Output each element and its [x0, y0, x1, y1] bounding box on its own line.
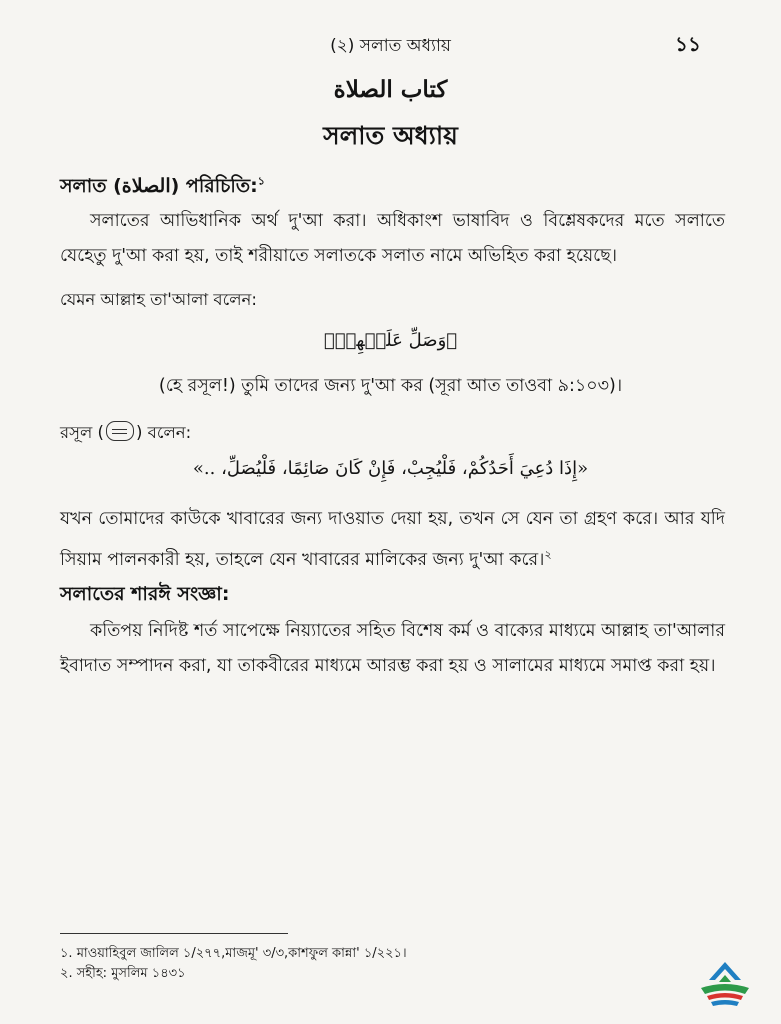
quran-ayah: ﴿وَصَلِّ عَلَيۡهِمۡ﴾: [323, 330, 458, 351]
intro-heading-suffix: ) পরিচিতি:: [170, 175, 258, 197]
footnote-mark-2: ২: [544, 548, 552, 561]
logo-book-blue: [711, 1000, 739, 1006]
hadith-lead-prefix: রসূল (: [60, 423, 104, 442]
hadith-translation-text: যখন তোমাদের কাউকে খাবারের জন্য দাওয়াত দেয়া হয়, তখন সে যেন তা গ্রহণ করে। আর যদি সিয়াম পালনকারী হয়, তাহলে যেন খাবারের মালিকের জন্য দু'আ করে।: [60, 509, 725, 570]
hadith-lead-suffix: ) বলেন:: [135, 423, 192, 442]
ayah-translation: (হে রসূল!) তুমি তাদের জন্য দু'আ কর (সূরা আত তাওবা ৯:১০৩)।: [158, 376, 623, 396]
logo-book-red: [707, 993, 743, 1000]
chapter-title: সলাত অধ্যায়: [323, 121, 458, 150]
footnote-2: ২. সহীহ: মুসলিম ১৪৩১: [60, 966, 186, 981]
intro-paragraph: সলাতের আভিধানিক অর্থ দু'আ করা। অধিকাংশ ভাষাবিদ ও বিশ্লেষকদের মতে সলাতে যেহেতু দু'আ করা হয়, তাই শরীয়াতে সলাতকে সলাত নামে অভিহিত করা হয়েছে।: [60, 211, 725, 266]
intro-heading-arabic: الصلاة: [121, 175, 171, 197]
footnote-1: ১. মাওয়াহিবুল জালিল ১/২৭৭,মাজমূ' ৩/৩,কাশফুল কান্না' ১/২২১।: [60, 946, 407, 961]
footnote-divider: [60, 933, 288, 934]
intro-heading-prefix: সলাত (: [60, 175, 122, 197]
hadith-arabic: «إِذَا دُعِيَ أَحَدُكُمْ، فَلْيُجِبْ، فَإِنْ كَانَ صَائِمًا، فَلْيُصَلِّ، ..»: [192, 458, 589, 479]
quran-lead-in: যেমন আল্লাহ তা'আলা বলেন:: [60, 290, 257, 309]
hadith-lead-in: [60, 420, 191, 447]
footnote-mark-1: ১: [257, 174, 265, 188]
logo-peak: [719, 975, 731, 982]
page-number: ১১: [675, 32, 701, 56]
salutation-icon: [106, 421, 134, 441]
definition-paragraph: কতিপয় নিদিষ্ট শর্ত সাপেক্ষে নিয়্যাতের সহিত বিশেষ কর্ম ও বাক্যের মাধ্যমে আল্লাহ তা'আলার ইবাদাত সম্পাদন করা, যা তাকবীরের মাধ্যমে আরম্ভ করা হয় ও সালামের মাধ্যমে সমাপ্ত করা হয়।: [60, 621, 725, 676]
intro-heading: [60, 172, 265, 204]
publisher-logo-icon: [697, 960, 753, 1010]
logo-wing: [701, 984, 749, 994]
running-header: (২) সলাত অধ্যায়: [330, 36, 451, 56]
arabic-chapter-title: كتاب الصلاة: [333, 76, 448, 103]
hadith-translation: [60, 502, 725, 578]
definition-heading: সলাতের শারঈ সংজ্ঞা:: [60, 583, 230, 605]
